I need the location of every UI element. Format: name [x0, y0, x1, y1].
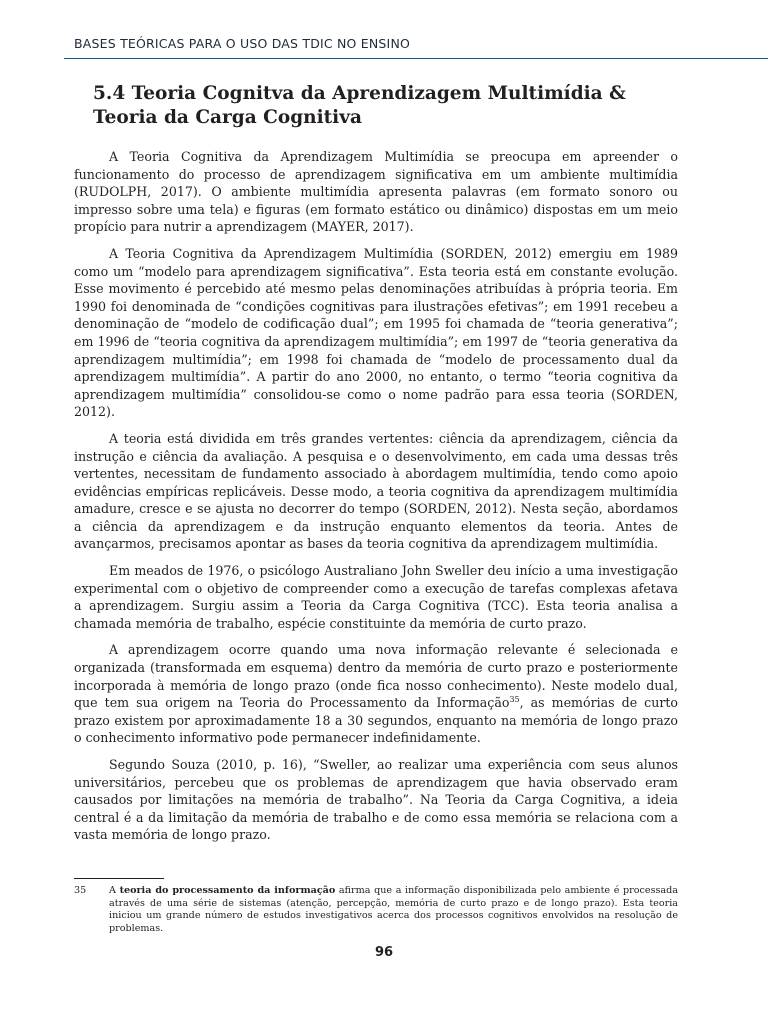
footnote-lead: A [109, 885, 120, 896]
footnote [74, 885, 678, 935]
paragraph: A Teoria Cognitiva da Aprendizagem Multimídia (SORDEN, 2012) emergiu em 1989 como um “modelo para aprendizagem significativa”. Esta teoria está em constante evolução. Esse movimento é percebido até mesmo pelas denominações atribuídas à própria teoria. Em 1990 foi denominada de “condições cognitivas para ilustrações efetivas”; em 1991 recebeu a denominação de “modelo de codificação dual”; em 1995 foi chamada de “teoria generativa”; em 1996 de “teoria cognitiva da aprendizagem multimídia”; em 1997 de “teoria generativa da aprendizagem multimídia”; em 1998 foi chamada de “modelo de processamento dual da aprendizagem multimídia”. A partir do ano 2000, no entanto, o termo “teoria cognitiva da aprendizagem multimídia” consolidou-se como o nome padrão para essa teoria (SORDEN, 2012). [74, 245, 678, 420]
footnote-term: teoria do processamento da informação [119, 885, 336, 896]
paragraph: A Teoria Cognitiva da Aprendizagem Multimídia se preocupa em apreender o funcionamento do processo de aprendizagem significativa em um ambiente multimídia (RUDOLPH, 2017). O ambiente multimídia apresenta palavras (em formato sonoro ou impresso sobre uma tela) e figuras (em formato estático ou dinâmico) dispostas em um meio propício para nutrir a aprendizagem (MAYER, 2017). [74, 149, 678, 235]
footnote-reference[interactable]: 35 [509, 695, 520, 705]
section-title: 5.4 Teoria Cognitva da Aprendizagem Multimídia & Teoria da Carga Cognitiva [93, 83, 626, 128]
footnote-number: 35 [74, 885, 87, 896]
footnote-divider [74, 878, 164, 879]
paragraph: A teoria está dividida em três grandes vertentes: ciência da aprendizagem, ciência da instrução e ciência da avaliação. A pesquisa e o desenvolvimento, em cada uma dessas três vertentes, necessitam de fundamento associado à abordagem multimídia, tendo como apoio evidências empíricas replicáveis. Desse modo, a teoria cognitiva da aprendizagem multimídia amadure, cresce e se ajusta no decorrer do tempo (SORDEN, 2012). Nesta seção, abordamos a ciência da aprendizagem e da instrução enquanto elementos da teoria. Antes de avançarmos, precisamos apontar as bases da teoria cognitiva da aprendizagem multimídia. [74, 430, 678, 552]
paragraph: Em meados de 1976, o psicólogo Australiano John Sweller deu início a uma investigação experimental com o objetivo de compreender como a execução de tarefas complexas afetava a aprendizagem. Surgiu assim a Teoria da Carga Cognitiva (TCC). Esta teoria analisa a chamada memória de trabalho, espécie constituinte da memória de curto prazo. [74, 563, 678, 631]
footnote-text: afirma que a informação disponibilizada pelo ambiente é processada através de uma série de sistemas (atenção, percepção, memória de curto prazo e de longo prazo). Esta teoria iniciou um grande número de estudos investigativos acerca dos processos cognitivos envolvidos na resolução de problemas. [109, 885, 679, 934]
paragraph: Segundo Souza (2010, p. 16), “Sweller, ao realizar uma experiência com seus alunos universitários, percebeu que os problemas de aprendizagem que havia observado eram causados por limitações na memória de trabalho”. Na Teoria da Carga Cognitiva, a ideia central é a da limitação da memória de trabalho e de como essa memória se relaciona com a vasta memória de longo prazo. [74, 757, 678, 843]
footnote-body [109, 885, 678, 935]
running-header: BASES TEÓRICAS PARA O USO DAS TDIC NO ENSINO [74, 36, 411, 51]
header-divider [64, 58, 768, 59]
paragraph-text: , as memórias de curto prazo existem por aproximadamente 18 a 30 segundos, enquanto na memória de longo prazo o conhecimento informativo pode permanecer indefinidamente. [74, 695, 678, 746]
paragraph-text: A aprendizagem ocorre quando uma nova informação relevante é selecionada e organizada (transformada em esquema) dentro da memória de curto prazo e posteriormente incorporada à memória de longo prazo (onde fica nosso conhecimento). Neste modelo dual, que tem sua origem na Teoria do Processamento da Informação [74, 642, 678, 711]
body-text [74, 148, 678, 853]
paragraph-with-footnote-ref [74, 641, 678, 747]
page-number: 96 [374, 945, 394, 960]
